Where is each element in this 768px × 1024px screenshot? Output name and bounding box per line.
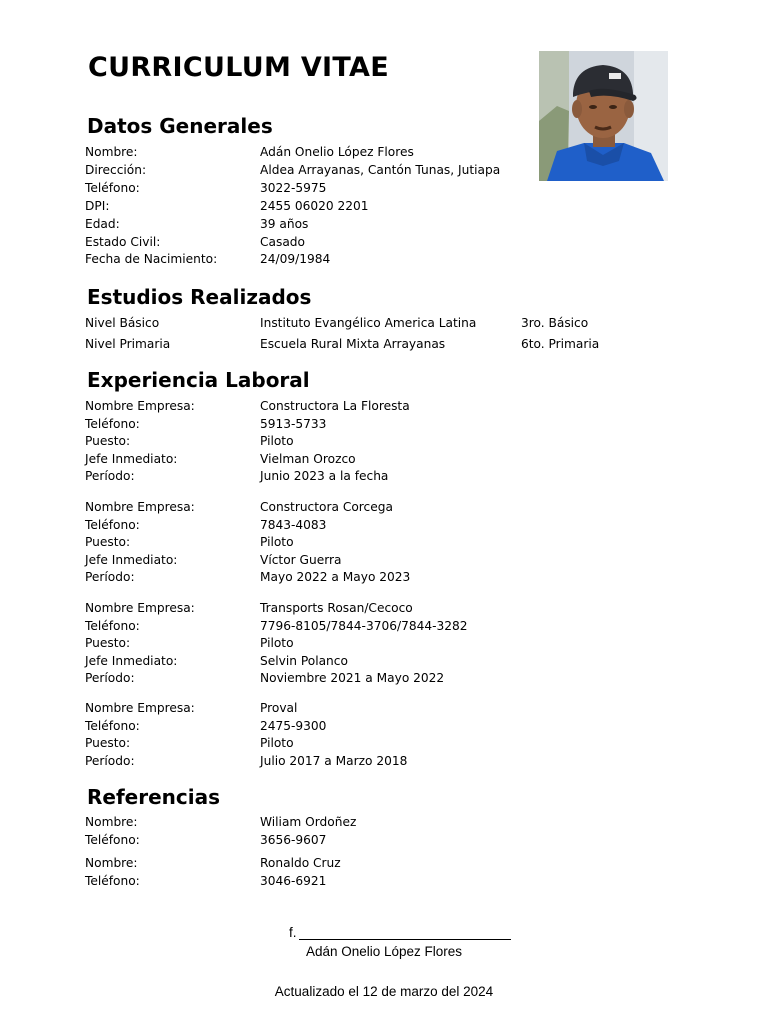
field-label: Nombre: [85,815,138,829]
field-label: Jefe Inmediato: [85,552,178,567]
field-value: 24/09/1984 [260,252,331,267]
section-heading-estudios: Estudios Realizados [87,285,312,309]
field-value: Víctor Guerra [260,552,342,567]
signature-underline [299,926,511,940]
field-value: Ronaldo Cruz [260,856,341,870]
grade-value: 3ro. Básico [521,316,589,330]
field-value: 7796-8105/7844-3706/7844-3282 [260,618,468,633]
field-label: Puesto: [85,736,131,751]
field-label: Nombre Empresa: [85,701,195,715]
field-label: Jefe Inmediato: [85,451,178,466]
field-value: Mayo 2022 a Mayo 2023 [260,570,411,585]
field-label: Fecha de Nacimiento: [85,252,218,267]
field-label: Período: [85,753,135,768]
field-label: Nombre: [85,856,138,870]
section-heading-datos: Datos Generales [87,114,273,138]
field-value: 2475-9300 [260,718,327,733]
field-label: Teléfono: [85,618,140,633]
field-value: Selvin Polanco [260,653,348,668]
field-value: Piloto [260,535,294,550]
field-label: Teléfono: [85,180,140,195]
field-label: Teléfono: [85,833,140,847]
field-label: Nombre Empresa: [85,500,195,514]
field-value: 7843-4083 [260,517,327,532]
signature-name: Adán Onelio López Flores [305,944,463,959]
field-value: Piloto [260,434,294,449]
updated-note: Actualizado el 12 de marzo del 2024 [274,984,494,999]
field-label: Estado Civil: [85,234,161,249]
field-label: Nombre: [85,145,138,159]
field-label: Nombre Empresa: [85,399,195,413]
field-label: Jefe Inmediato: [85,653,178,668]
field-value: Wiliam Ordoñez [260,815,357,829]
field-value: Constructora Corcega [260,500,393,514]
field-label: Teléfono: [85,416,140,431]
field-value: Junio 2023 a la fecha [260,469,389,484]
field-value: Escuela Rural Mixta Arrayanas [260,337,446,351]
field-label: DPI: [85,198,110,213]
field-label: Teléfono: [85,874,140,888]
field-label: Nombre Empresa: [85,601,195,615]
field-value: Aldea Arrayanas, Cantón Tunas, Jutiapa [260,162,501,177]
field-label: Puesto: [85,636,131,651]
field-value: Julio 2017 a Marzo 2018 [260,753,408,768]
document-title: CURRICULUM VITAE [88,52,389,83]
field-label: Teléfono: [85,517,140,532]
profile-photo [539,51,668,181]
field-value: Proval [260,701,298,715]
field-value: Constructora La Floresta [260,399,410,413]
field-label: Puesto: [85,535,131,550]
section-heading-experiencia: Experiencia Laboral [87,368,310,392]
field-label: Dirección: [85,162,147,177]
field-label: Nivel Básico [85,316,160,330]
field-value: 3022-5975 [260,180,327,195]
field-value: Adán Onelio López Flores [260,145,414,159]
field-value: 3046-6921 [260,874,327,888]
field-label: Nivel Primaria [85,337,171,351]
signature-line [289,925,511,940]
field-label: Período: [85,671,135,686]
field-value: Casado [260,234,305,249]
field-value: Transports Rosan/Cecoco [260,601,413,615]
field-value: Noviembre 2021 a Mayo 2022 [260,671,445,686]
field-value: Vielman Orozco [260,451,356,466]
field-value: Piloto [260,636,294,651]
field-label: Teléfono: [85,718,140,733]
field-label: Puesto: [85,434,131,449]
field-value: 2455 06020 2201 [260,198,369,213]
section-heading-referencias: Referencias [87,785,221,809]
field-label: Período: [85,469,135,484]
field-value: 3656-9607 [260,833,327,847]
field-value: Piloto [260,736,294,751]
field-label: Período: [85,570,135,585]
grade-value: 6to. Primaria [521,337,600,351]
field-value: 5913-5733 [260,416,327,431]
field-value: 39 años [260,216,309,231]
field-value: Instituto Evangélico America Latina [260,316,477,330]
field-label: Edad: [85,216,120,231]
signature-prefix: f. [289,925,297,940]
